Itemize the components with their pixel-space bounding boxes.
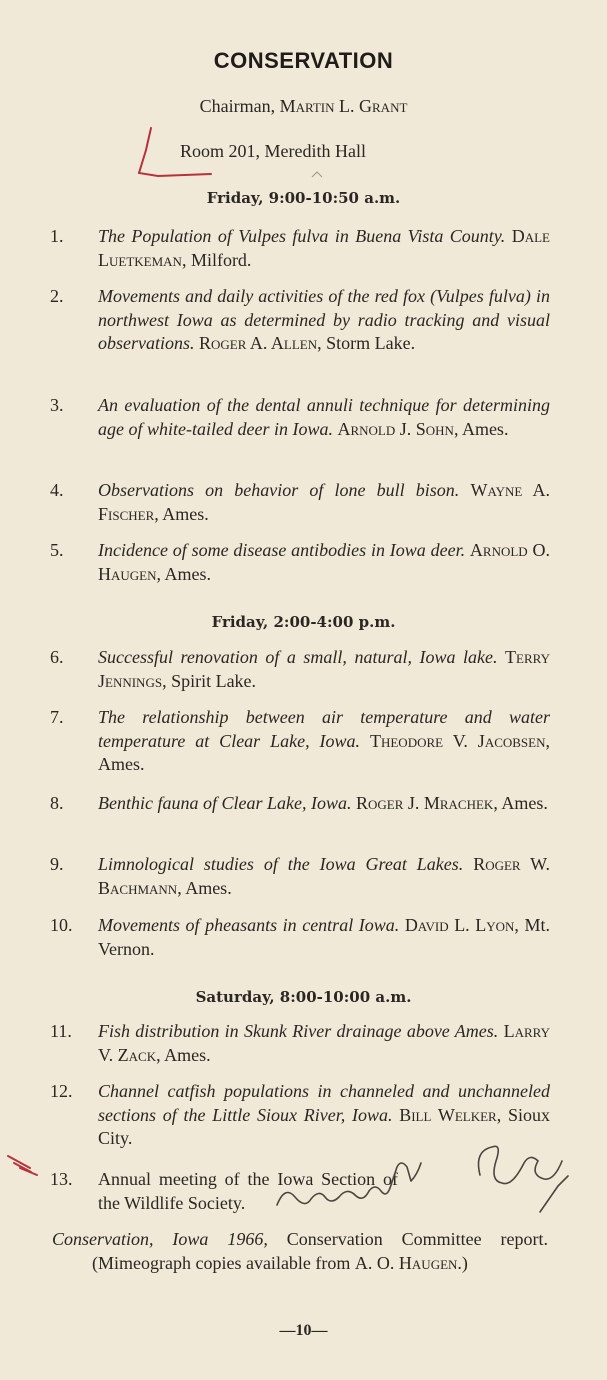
- item-author: David L. Lyon: [404, 915, 515, 935]
- item-number: 5.: [50, 540, 64, 560]
- item-author: Terry Jennings: [98, 647, 550, 691]
- item-title: Incidence of some disease antibodies in Iowa deer.: [98, 540, 466, 560]
- item-author: Wayne A. Fischer: [98, 480, 550, 524]
- item-number: 10.: [50, 915, 73, 935]
- item-number: 13.: [50, 1169, 73, 1189]
- item-place: , Storm Lake.: [317, 333, 416, 353]
- note-title: Conservation, Iowa 1966,: [52, 1229, 268, 1249]
- session-heading: Friday, 2:00-4:00 p.m.: [211, 613, 396, 631]
- item-number: 4.: [50, 480, 64, 500]
- faint-pencil-tick: [312, 172, 322, 177]
- item-title: Successful renovation of a small, natural, Iowa lake.: [98, 647, 498, 667]
- pencil-scribble-signature: [277, 1146, 568, 1212]
- page-title: CONSERVATION: [213, 48, 394, 73]
- item-place: , Ames.: [453, 418, 509, 439]
- item-place: , Milford.: [181, 249, 252, 270]
- item-title: Movements and daily activities of the red fox (Vulpes fulva) in northwest Iowa as determined by radio tracking and visual observations.: [98, 286, 550, 353]
- item-number: 6.: [50, 647, 64, 667]
- item-number: 11.: [50, 1021, 72, 1041]
- item-place: , Mt. Vernon.: [98, 915, 550, 959]
- item-text: Annual meeting of the Iowa Section of the Wildlife Society.: [98, 1169, 398, 1213]
- item-number: 7.: [50, 707, 64, 727]
- chairman-name: Martin L. Grant: [279, 96, 408, 116]
- page-number: —10—: [279, 1322, 328, 1339]
- item-place: , Sioux City.: [98, 1104, 550, 1148]
- red-check-mark: [139, 128, 211, 176]
- item-place: , Ames.: [177, 877, 232, 898]
- note-text: Conservation Committee report. (Mimeograph copies available from: [92, 1229, 549, 1273]
- item-number: 8.: [50, 793, 64, 813]
- item-number: 12.: [50, 1081, 73, 1101]
- item-author: Arnold O. Haugen: [98, 540, 551, 584]
- item-place: , Ames.: [156, 563, 212, 584]
- red-arrow-mark: [8, 1156, 37, 1175]
- item-number: 2.: [50, 286, 64, 306]
- item-place: , Spirit Lake.: [162, 670, 257, 691]
- item-place: , Ames.: [154, 503, 209, 524]
- item-title: Channel catfish populations in channeled and unchanneled sections of the Little Sioux River, Iowa.: [98, 1081, 550, 1125]
- room-line: Room 201, Meredith Hall: [180, 141, 366, 161]
- item-title: Movements of pheasants in central Iowa.: [98, 915, 400, 935]
- item-author: Bill Welker: [399, 1104, 497, 1125]
- item-number: 3.: [50, 395, 64, 415]
- item-number: 9.: [50, 854, 64, 874]
- item-title: The relationship between air temperature and water temperature at Clear Lake, Iowa.: [98, 707, 550, 751]
- item-title: Observations on behavior of lone bull bison.: [98, 480, 460, 500]
- item-author: Roger A. Allen: [199, 333, 318, 353]
- item-author: Larry V. Zack: [98, 1021, 550, 1065]
- note-end: .): [457, 1252, 468, 1273]
- item-place: , Ames.: [156, 1044, 211, 1065]
- item-title: An evaluation of the dental annuli technique for determining age of white-tailed deer in Iowa.: [98, 395, 550, 439]
- item-place: , Ames.: [493, 793, 548, 813]
- item-place: , Ames.: [98, 730, 550, 774]
- chairman-label: Chairman,: [199, 96, 276, 116]
- item-author: Theodore V. Jacobsen: [369, 730, 546, 751]
- item-title: Limnological studies of the Iowa Great Lakes.: [98, 854, 464, 874]
- item-title: Benthic fauna of Clear Lake, Iowa.: [98, 793, 352, 813]
- note-author: A. O. Haugen: [354, 1252, 458, 1273]
- session-heading: Saturday, 8:00-10:00 a.m.: [195, 988, 412, 1006]
- item-author: Arnold J. Sohn: [337, 418, 454, 439]
- item-title: The Population of Vulpes fulva in Buena Vista County.: [98, 226, 506, 246]
- item-author: Dale Luetkeman: [98, 226, 550, 270]
- item-title: Fish distribution in Skunk River drainage above Ames.: [98, 1021, 499, 1041]
- item-author: Roger W. Bachmann: [98, 854, 551, 898]
- item-author: Roger J. Mrachek: [355, 793, 494, 813]
- session-heading: Friday, 9:00-10:50 a.m.: [206, 189, 401, 207]
- item-number: 1.: [50, 226, 64, 246]
